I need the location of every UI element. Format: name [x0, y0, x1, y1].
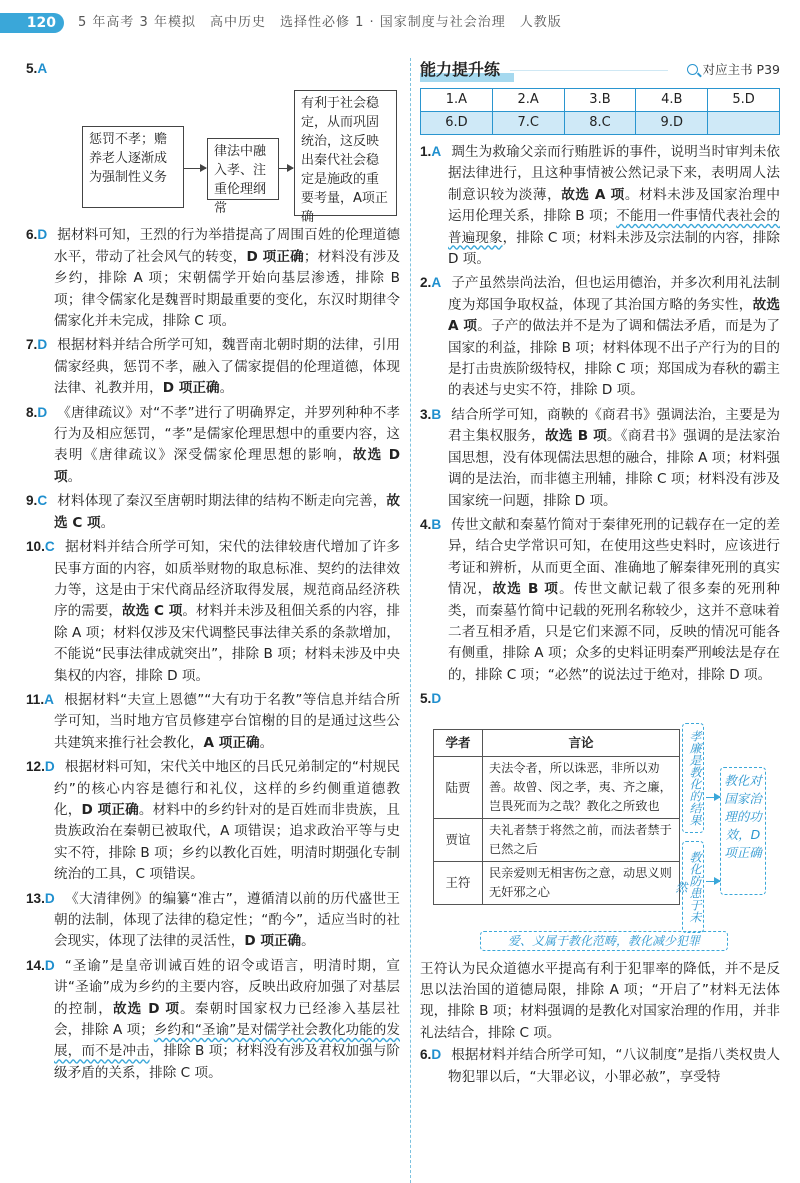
- left-item-number: 8.: [26, 404, 38, 420]
- flow-arrow-2: [279, 168, 293, 169]
- right-item-conclusion: 故选 B 项: [545, 428, 607, 445]
- book-subject: 高中历史 选择性必修 1 · 国家制度与社会治理 人教版: [210, 15, 562, 30]
- left-item: [26, 224, 400, 332]
- left-item-conclusion: D 项正确: [162, 380, 220, 397]
- answer-cell: 8.C: [564, 112, 636, 135]
- right-item: [420, 514, 780, 686]
- left-item-number: 13.: [26, 890, 45, 906]
- left-item-answer-letter: C: [37, 493, 48, 509]
- right-answer-list: [420, 141, 780, 686]
- arrow-to-conclusion-1: [706, 797, 720, 798]
- right-item-rest2: ，排除 C 项；材料未涉及宗法制的内容，排除 D 项。: [448, 229, 780, 268]
- label-xiaolian: 孝廉是教化的结果: [682, 723, 704, 833]
- saying-header: 言论: [483, 729, 680, 756]
- scholar-header: 学者: [434, 729, 483, 756]
- left-item: [26, 536, 400, 687]
- scholars-table: [433, 729, 680, 905]
- left-item-answer-letter: D: [37, 404, 48, 420]
- scholar-name: 贾谊: [434, 818, 483, 861]
- ability-title: 能力提升练: [420, 58, 514, 82]
- r-q5-number: 5.: [420, 691, 432, 707]
- left-item: [26, 402, 400, 489]
- page-number: 120: [0, 13, 64, 33]
- left-item-conclusion: D 项正确: [246, 248, 304, 265]
- left-item-rest: ；材料没有涉及乡约，排除 A 项；宋朝儒学开始向基层渗透，排除 B 项；律令儒家化是魏晋时期最重要的变化，东汉时期律令儒家化并未完成，排除 C 项。: [54, 248, 400, 330]
- left-item-number: 14.: [26, 957, 45, 973]
- right-item-text: 琱生为救瑜父亲而行贿胜诉的事件，说明当时审判未依据法律进行，且这种事情被公然记录下来，表明周人法制意识较为淡薄，: [448, 144, 780, 203]
- r-q6: [420, 1044, 780, 1088]
- scholar-saying: 民亲爱则无相害伤之意，动思义则无奸邪之心: [483, 861, 680, 904]
- right-item-rest: 。子产的做法并不是为了调和儒法矛盾，而是为了国家的利益，排除 B 项；材料体现不出子产行为的目的是打击贵族阶级特权，排除 C 项；郑国成为春秋的霸主的表述与史实不符，排除 D 项。: [448, 318, 780, 399]
- left-item-text: 根据材料可知，宋代关中地区的吕氏兄弟制定的“村规民约”的核心内容是德行和礼仪，这样的乡约侧重道德教化，: [54, 759, 400, 818]
- left-item-conclusion: 故选 D 项: [112, 1000, 181, 1017]
- left-item: [26, 888, 400, 953]
- left-item-answer-letter: C: [44, 539, 55, 555]
- left-item-number: 12.: [26, 759, 45, 775]
- q5-answer-letter: A: [37, 61, 48, 76]
- left-item-number: 7.: [26, 337, 38, 353]
- answer-cell: 9.D: [636, 112, 708, 135]
- left-item-rest: 。秦朝时国家权力已经渗入基层社会，排除 A 项；: [54, 1000, 401, 1039]
- right-item-conclusion: 故选 B 项: [492, 581, 560, 598]
- right-item-rest: 。传世文献记载了很多秦的死刑种类，而秦墓竹简中记载的死刑名称较少，这并不意味着二者互相矛盾，只是它们来源不同，反映的情况可能各有侧重，排除 A 项；众多的史料证明秦严刑峻法是存在的，排除 C 项；“必然”的说法过于绝对，排除 D 项。: [448, 581, 781, 683]
- answer-cell: 2.A: [492, 89, 564, 112]
- arrow-to-conclusion-2: [706, 881, 720, 882]
- answer-cell: 4.B: [636, 89, 708, 112]
- left-item-number: 6.: [26, 227, 38, 243]
- left-item-rest: 。: [219, 380, 234, 397]
- r-q6-text: 根据材料并结合所学可知，“八议制度”是指八类权贵人物犯罪以后，“大罪必议，小罪必赦”，享受特: [448, 1047, 780, 1085]
- answer-cell: 3.B: [564, 89, 636, 112]
- r-q5-heading: [420, 688, 780, 710]
- left-item: [26, 490, 400, 534]
- left-item-rest: 。: [100, 514, 115, 531]
- left-item-answer-letter: D: [37, 227, 48, 243]
- left-item-rest: 。材料并未涉及租佃关系的内容，排除 A 项；材料仅涉及宋代调整民事法律关系的条款增加，不能说“民事法律成就突出”，排除 B 项；材料未涉及中央集权的内容，排除 D 项。: [54, 603, 401, 684]
- r-q6-number: 6.: [420, 1047, 432, 1063]
- q5-number: 5.: [26, 61, 38, 76]
- book-brand: 5 年高考 3 年模拟: [78, 15, 196, 30]
- flow-box-2: 律法中融入孝、注重伦理纲常: [207, 138, 279, 200]
- ability-reference: [687, 61, 780, 79]
- left-column: [26, 58, 400, 1086]
- r-q5-explanation: 王符认为民众道德水平提高有利于犯罪率的降低，并不是反思以法治国的道德局限，排除 A 项；“开启了”材料无法体现，排除 B 项；材料强调的是教化对国家治理的作用，并非礼法结合，排除 C 项。: [420, 960, 780, 1041]
- scholar-name: 王符: [434, 861, 483, 904]
- flow-box-1: 惩罚不孝；赡养老人逐渐成为强制性义务: [82, 126, 184, 208]
- answer-table: [420, 88, 780, 135]
- left-item: [26, 334, 400, 399]
- right-item-conclusion: 故选 A 项: [448, 296, 780, 335]
- left-item-number: 9.: [26, 493, 38, 509]
- left-item-conclusion: D 项正确: [244, 933, 302, 950]
- r-q5-answer-letter: D: [431, 691, 442, 707]
- reference-text: 对应主书 P39: [702, 62, 780, 77]
- left-item-text: 根据材料并结合所学可知，魏晋南北朝时期的法律，引用儒家经典，惩罚不孝，融入了儒家提倡的伦理道德，体现法律、礼教并用，: [54, 337, 400, 397]
- left-item-text: 据材料并结合所学可知，宋代的法律较唐代增加了许多民事方面的内容，如质举财物的取息标准、契约的法律效力等，这是由于宋代商品经济取得发展，规范商品经济秩序的需要，: [54, 539, 400, 620]
- right-item-answer-letter: B: [431, 406, 442, 422]
- right-item: [420, 141, 780, 270]
- right-item-highlight: 不能用一件事情代表社会的普遍现象: [448, 208, 780, 246]
- right-item-number: 3.: [420, 406, 432, 422]
- left-item-number: 10.: [26, 539, 45, 555]
- right-item-number: 4.: [420, 516, 432, 532]
- q5-heading: [26, 58, 400, 80]
- column-divider: [410, 58, 411, 1183]
- right-item-answer-letter: A: [431, 144, 442, 159]
- left-item-highlight: 乡约和“圣谕”是对儒学社会教化功能的发展，而不是冲击: [54, 1022, 400, 1060]
- left-item-text: 据材料可知，王烈的行为举措提高了周围百姓的伦理道德水平，带动了社会风气的转变，: [54, 227, 400, 265]
- left-item-conclusion: 故选 C 项: [122, 603, 183, 620]
- label-bottom: 爱、义属于教化范畴，教化减少犯罪: [480, 931, 728, 951]
- left-answer-list: [26, 224, 400, 1084]
- answer-cell: 6.D: [421, 112, 493, 135]
- left-item-text: 《大清律例》的编纂“准古”，遵循清以前的历代盛世王朝的法制，体现了法律的稳定性；“酌今”，适应当时的社会现实，体现了法律的灵活性，: [54, 890, 400, 950]
- left-item-conclusion: D 项正确: [81, 801, 139, 818]
- flow-box-3: 有利于社会稳定，从而巩固统治，这反映出秦代社会稳定是施政的重要考量，A项正确: [294, 90, 397, 216]
- left-item-number: 11.: [26, 691, 45, 707]
- left-item-conclusion: 故选 D 项: [54, 447, 400, 485]
- answer-row: [421, 112, 780, 135]
- ability-section-header: [420, 58, 780, 84]
- table-row: [434, 818, 680, 861]
- label-prevention: 教化防患于未然: [682, 841, 704, 933]
- left-item-answer-letter: D: [44, 957, 55, 973]
- label-conclusion: 教化对国家治理的功效，D项正确: [720, 767, 766, 895]
- left-item-rest: 。材料中的乡约针对的是百姓而非贵族，且贵族政治在秦朝已被取代，A 项错误；追求政治平等与史实不符，排除 B 项；乡约以教化百姓，明清时期强化专制统治的工具，C 项错误。: [54, 801, 400, 883]
- answer-cell: [708, 112, 780, 135]
- left-item-rest: 。: [301, 933, 315, 950]
- left-item-text: 根据材料“夫宣上恩德”“大有功于名教”等信息并结合所学可知，当时地方官员修建亭台馆榭的目的是通过这些公共建筑来推行社会教化，: [54, 691, 400, 751]
- right-item: [420, 272, 780, 401]
- right-column: [420, 58, 780, 1088]
- scholar-saying: 夫礼者禁于将然之前，而法者禁于已然之后: [483, 818, 680, 861]
- scholars-diagram: [420, 721, 780, 951]
- right-item-text: 结合所学可知，商鞅的《商君书》强调法治，主要是为君主集权服务，: [448, 406, 780, 445]
- left-item-text: 《唐律疏议》对“不孝”进行了明确界定，并罗列种种不孝行为及相应惩罚，“孝”是儒家伦理思想中的重要内容，这表明《唐律疏议》深受儒家伦理思想的影响，: [54, 404, 400, 464]
- right-item: [420, 404, 780, 512]
- page-header: [0, 0, 800, 50]
- answer-cell: 7.C: [492, 112, 564, 135]
- left-item: [26, 756, 400, 885]
- table-row: [434, 756, 680, 818]
- left-item-conclusion: A 项正确: [203, 734, 260, 751]
- right-item-rest: 。《商君书》强调的是法家治国思想，没有体现儒法思想的融合，排除 A 项；材料强调的是法治，而非德主刑辅，排除 C 项；材料没有涉及国家统一问题，排除 D 项。: [448, 428, 781, 509]
- left-item: [26, 689, 400, 754]
- ability-rule: [510, 70, 668, 71]
- right-item-rest: 。材料未涉及国家治理中运用伦理关系，排除 B 项；: [448, 186, 780, 225]
- flow-arrow-1: [184, 168, 206, 169]
- right-item-answer-letter: B: [431, 516, 442, 532]
- r-q6-answer-letter: D: [431, 1047, 442, 1063]
- answer-row: [421, 89, 780, 112]
- search-icon: [687, 64, 698, 75]
- left-item-text: 材料体现了秦汉至唐朝时期法律的结构不断走向完善，: [57, 493, 387, 510]
- right-item-answer-letter: A: [431, 275, 442, 291]
- left-item-answer-letter: D: [37, 337, 48, 353]
- scholar-saying: 夫法令者，所以诛恶，非所以劝善。故曾、闵之孝，夷、齐之廉，岂畏死而为之哉？教化之所致也: [483, 756, 680, 818]
- left-item-answer-letter: A: [44, 691, 54, 707]
- left-item: [26, 955, 400, 1084]
- left-item-rest2: ，排除 B 项；材料没有涉及君权加强与阶级矛盾的关系，排除 C 项。: [54, 1043, 400, 1081]
- answer-cell: 1.A: [421, 89, 493, 112]
- right-item-text: 传世文献和秦墓竹简对于秦律死刑的记载存在一定的差异，结合史学常识可知，在使用这些史料时，应该进行考证和辨析，从而更全面、准确地了解秦律死刑的真实情况，: [448, 516, 780, 598]
- left-item-rest: 。: [67, 468, 82, 485]
- q5-flow-diagram: [26, 88, 400, 226]
- left-item-conclusion: 故选 C 项: [54, 493, 400, 531]
- scholar-name: 陆贾: [434, 756, 483, 818]
- table-row: [434, 861, 680, 904]
- left-item-text: “圣谕”是皇帝训诫百姓的诏令或语言，明清时期，宣讲“圣谕”成为乡约的主要内容，反映出政府加强了对基层的控制，: [54, 957, 400, 1017]
- left-item-answer-letter: D: [44, 890, 55, 906]
- left-item-rest: 。: [259, 734, 274, 751]
- right-item-number: 2.: [420, 275, 432, 291]
- right-item-text: 子产虽然崇尚法治，但也运用德治，并多次利用礼法制度为郑国争取权益，体现了其治国方略的务实性，: [448, 275, 780, 313]
- right-item-number: 1.: [420, 144, 432, 159]
- left-item-answer-letter: D: [44, 759, 55, 775]
- right-item-conclusion: 故选 A 项: [561, 186, 625, 203]
- answer-cell: 5.D: [708, 89, 780, 112]
